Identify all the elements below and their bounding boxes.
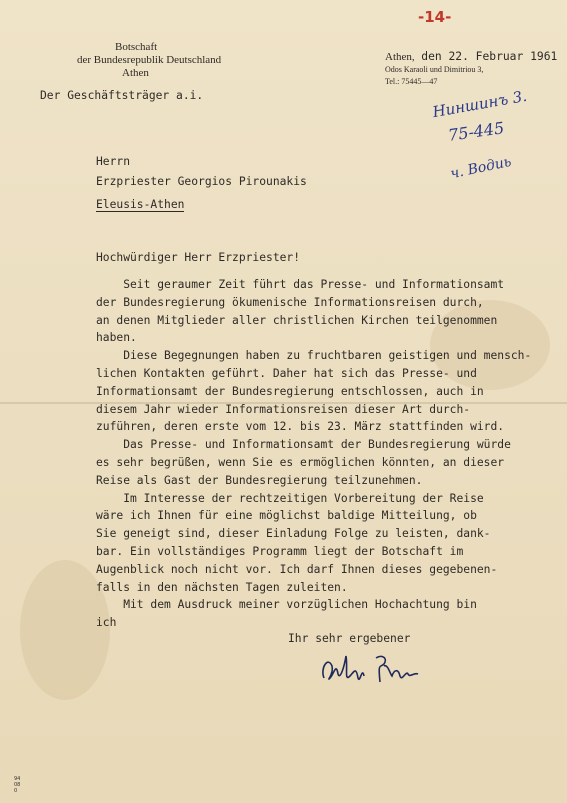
handwritten-note-line-2: 75-445 [446,118,506,145]
body-line: es sehr begrüßen, wenn Sie es ermöglichen könnten, an dieser [96,456,505,469]
body-line: falls in den nächsten Tagen zuleiten. [96,580,348,594]
archive-stamp-line-3: 0 [14,788,18,794]
sender-role: Der Geschäftsträger a.i. [40,89,204,102]
letterhead-line-3: Athen [122,67,149,79]
body-line: der Bundesregierung ökumenische Informationsreisen durch, [96,295,484,309]
letterhead-line-1: Botschaft [115,41,158,53]
body-line: an denen Mitglieder aller christlichen Kirchen teilgenommen [96,313,498,327]
handwritten-note-line-1: Ниншинъ 3. [431,86,529,122]
body-line: Diese Begegnungen haben zu fruchtbaren geistigen und mensch- [96,349,532,363]
greeting: Hochwürdiger Herr Erzpriester! [96,251,301,264]
place-date [385,50,557,63]
letterhead-line-2: der Bundesrepublik Deutschland [77,54,222,66]
body-line: Augenblick noch nicht vor. Ich darf Ihnen dieses gegebenen- [96,562,498,576]
body-line: Informationsamt der Bundesregierung entschlossen, auch in [96,384,484,398]
closing: Ihr sehr ergebener [288,632,411,645]
embassy-address: Odos Karaoli und Dimitriou 3, [385,65,484,74]
body-line: bar. Ein vollständiges Programm liegt der Botschaft im [96,545,464,558]
body-line: Mit dem Ausdruck meiner vorzüglichen Hochachtung bin [96,598,477,612]
body-line: Sie geneigt sind, dieser Einladung Folge zu leisten, dank- [96,527,491,541]
page-number: -14- [418,8,452,26]
signature [318,648,438,690]
archive-stamp [14,776,20,794]
place: Athen, [385,51,415,63]
date: den 22. Februar 1961 [421,50,558,63]
embassy-phone: Tel.: 75445—47 [385,77,438,86]
body-line: zuführen, deren erste vom 12. bis 23. März stattfinden wird. [96,420,505,434]
body-line: diesem Jahr wieder Informationsreisen dieser Art durch- [96,402,471,416]
body-line: lichen Kontakten geführt. Daher hat sich das Presse- und [96,367,477,380]
body-line: ich [96,616,117,630]
recipient-name: Erzpriester Georgios Pirounakis [96,175,307,188]
body-line: Reise als Gast der Bundesregierung teilzunehmen. [96,473,423,487]
recipient-salutation: Herrn [96,155,131,168]
recipient-city: Eleusis-Athen [96,198,185,211]
archive-stamp-line-2: 08 [14,782,21,788]
body-line: Das Presse- und Informationsamt der Bundesregierung würde [96,438,511,452]
body-line: haben. [96,331,137,345]
archive-stamp-line-1: 94 [14,776,21,782]
body-line: wäre ich Ihnen für eine möglichst baldige Mitteilung, ob [96,509,477,523]
body-line: Im Interesse der rechtzeitigen Vorbereitung der Reise [96,491,484,505]
body-line: Seit geraumer Zeit führt das Presse- und Informationsamt [96,278,505,291]
handwritten-note-line-3: ч. Водиь [449,153,513,183]
